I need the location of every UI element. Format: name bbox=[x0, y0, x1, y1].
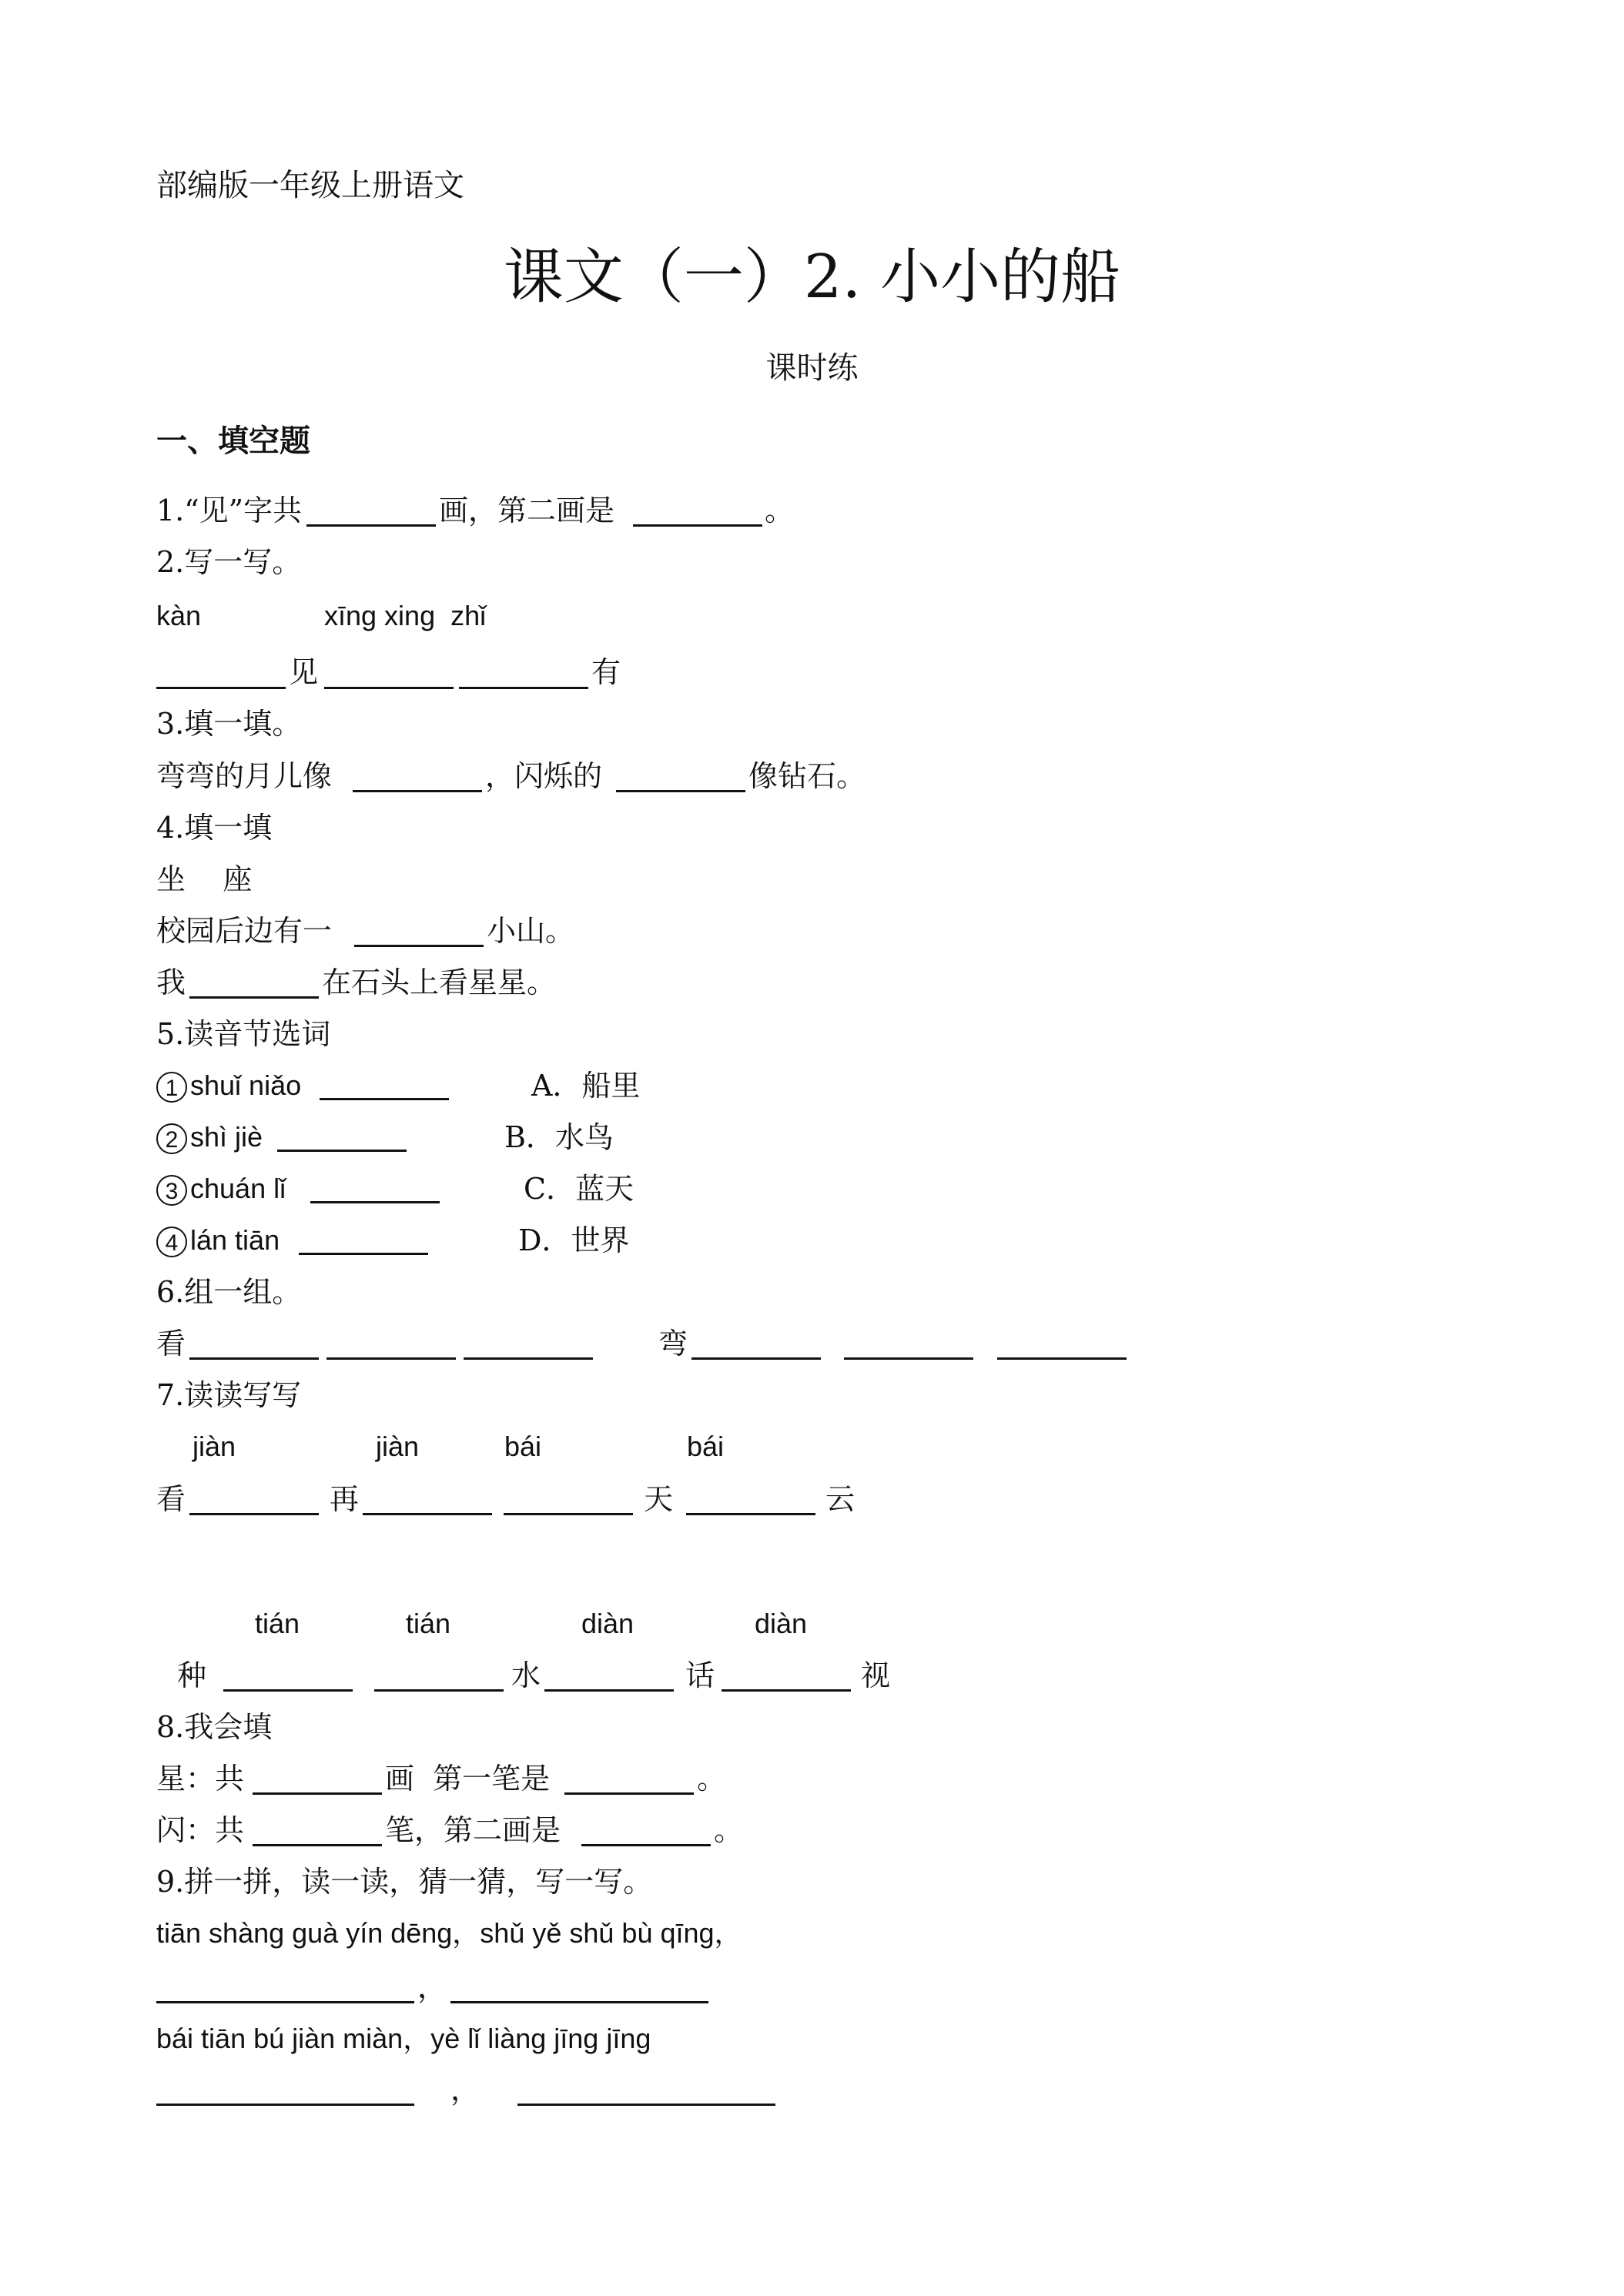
q7-row2-blank-2[interactable] bbox=[374, 1689, 504, 1692]
q7-row1-blank-1[interactable] bbox=[189, 1513, 319, 1515]
q7-row1-pinyin-3: bái bbox=[504, 1431, 542, 1462]
q7-row2-pinyin-4: diàn bbox=[755, 1608, 808, 1639]
q5-item-3 bbox=[156, 1171, 293, 1207]
q7-row1-char-4: 云 bbox=[825, 1482, 856, 1516]
q5-blank-3[interactable] bbox=[310, 1201, 440, 1203]
q2-blank-3[interactable] bbox=[459, 687, 588, 689]
q1-text-a: 1.“见”字共 bbox=[156, 494, 303, 527]
q6-heading: 6.组一组。 bbox=[156, 1275, 302, 1309]
q9-blank-3[interactable] bbox=[156, 2104, 414, 2106]
q5-heading: 5.读音节选词 bbox=[156, 1017, 331, 1051]
q8-blank-4[interactable] bbox=[581, 1844, 711, 1846]
q6-blank-3[interactable] bbox=[464, 1357, 593, 1360]
q4-blank-1[interactable] bbox=[354, 945, 484, 947]
q6-blank-2[interactable] bbox=[326, 1357, 456, 1360]
q7-row1-blank-2[interactable] bbox=[363, 1513, 492, 1515]
q7-row2-blank-3[interactable] bbox=[544, 1689, 674, 1692]
q2-blank-2[interactable] bbox=[324, 687, 454, 689]
page-title: 课文（一）2. 小小的船 bbox=[503, 243, 1121, 312]
q3-heading: 3.填一填。 bbox=[156, 707, 302, 741]
q6-blank-4[interactable] bbox=[691, 1357, 821, 1360]
q7-row1-blank-4[interactable] bbox=[686, 1513, 815, 1515]
q5-item-2 bbox=[156, 1120, 263, 1155]
q9-riddle-line1-pinyin: tiān shàng guà yín dēng，shǔ yě shǔ bù qīng， bbox=[156, 1917, 742, 1949]
q7-heading: 7.读读写写 bbox=[156, 1378, 302, 1412]
q5-item-2-pinyin: shì jiè bbox=[190, 1121, 263, 1153]
q3-text-b: ，闪烁的 bbox=[485, 759, 603, 793]
q9-riddle-line2-pinyin: bái tiān bú jiàn miàn，yè lǐ liàng jīng jīng bbox=[156, 2023, 651, 2054]
q5-item-3-number: 3 bbox=[156, 1175, 187, 1206]
grade-subject-line: 部编版一年级上册语文 bbox=[156, 168, 464, 203]
q9-comma-2: ， bbox=[450, 2073, 481, 2107]
q7-row2-char-2: 水 bbox=[511, 1658, 541, 1692]
q9-comma-1: ， bbox=[417, 1970, 447, 2004]
q5-item-1 bbox=[156, 1068, 301, 1103]
section-heading-fill-blanks: 一、填空题 bbox=[156, 423, 310, 459]
q7-row2-char-3: 话 bbox=[685, 1658, 715, 1692]
q4-heading: 4.填一填 bbox=[156, 811, 273, 845]
q7-row2-char-1: 种 bbox=[177, 1658, 207, 1692]
q7-row1-blank-3[interactable] bbox=[504, 1513, 633, 1515]
q7-row2-blank-1[interactable] bbox=[223, 1689, 353, 1692]
q5-option-c: C．蓝天 bbox=[524, 1172, 635, 1206]
q7-row2-pinyin-2: tián bbox=[406, 1608, 451, 1639]
q5-option-d: D．世界 bbox=[518, 1223, 630, 1257]
q3-blank-2[interactable] bbox=[616, 790, 745, 792]
q7-row2-pinyin-1: tián bbox=[255, 1608, 300, 1639]
q2-heading: 2.写一写。 bbox=[156, 545, 302, 579]
q8-blank-1[interactable] bbox=[253, 1792, 382, 1795]
q7-row1-char-1: 看 bbox=[156, 1482, 186, 1516]
q1-text-b: 画，第二画是 bbox=[439, 494, 615, 527]
q6-char-kan: 看 bbox=[156, 1327, 186, 1361]
q8-blank-3[interactable] bbox=[253, 1844, 382, 1846]
q4-blank-2[interactable] bbox=[189, 996, 319, 999]
q5-option-a: A．船里 bbox=[531, 1069, 641, 1103]
q9-blank-1[interactable] bbox=[156, 2001, 414, 2003]
q5-option-b: B．水鸟 bbox=[504, 1120, 614, 1154]
q7-row2-blank-4[interactable] bbox=[722, 1689, 851, 1692]
q8-line1-text-b: 画 第一笔是 bbox=[385, 1762, 551, 1796]
q9-blank-2[interactable] bbox=[450, 2001, 708, 2003]
q5-item-4-number: 4 bbox=[156, 1227, 187, 1257]
q5-item-4-pinyin: lán tiān bbox=[190, 1224, 280, 1256]
q4-line2-text-b: 在石头上看星星。 bbox=[322, 966, 557, 999]
q7-row1-char-2: 再 bbox=[330, 1482, 360, 1516]
q4-line1-text-a: 校园后边有一 bbox=[156, 914, 333, 948]
q5-item-1-number: 1 bbox=[156, 1072, 187, 1103]
q1-blank-2[interactable] bbox=[633, 524, 762, 527]
q9-blank-4[interactable] bbox=[517, 2104, 775, 2106]
q5-item-1-pinyin: shuǐ niǎo bbox=[190, 1069, 302, 1101]
q4-line1-text-b: 小山。 bbox=[487, 914, 575, 948]
q6-blank-1[interactable] bbox=[189, 1357, 319, 1360]
q7-row1-char-3: 天 bbox=[644, 1482, 674, 1516]
q3-text-a: 弯弯的月儿像 bbox=[156, 759, 333, 793]
q6-char-wan: 弯 bbox=[658, 1327, 688, 1361]
q8-blank-2[interactable] bbox=[564, 1792, 694, 1795]
q7-row2-pinyin-3: diàn bbox=[581, 1608, 635, 1639]
q8-line2-text-a: 闪：共 bbox=[156, 1813, 245, 1847]
q5-blank-4[interactable] bbox=[299, 1253, 428, 1255]
q2-char-jian: 见 bbox=[289, 655, 319, 689]
q8-heading: 8.我会填 bbox=[156, 1710, 273, 1744]
q7-row2-char-4: 视 bbox=[861, 1658, 891, 1692]
q9-heading: 9.拼一拼，读一读，猜一猜，写一写。 bbox=[156, 1865, 653, 1899]
q2-pinyin-xingxing-zhi: xīng xing zhǐ bbox=[324, 600, 487, 631]
q5-item-4 bbox=[156, 1223, 280, 1258]
q2-blank-1[interactable] bbox=[156, 687, 286, 689]
q8-line2-text-c: 。 bbox=[714, 1813, 744, 1847]
q1-blank-1[interactable] bbox=[306, 524, 436, 527]
q3-text-c: 像钻石。 bbox=[748, 759, 866, 793]
q4-line2-text-a: 我 bbox=[156, 966, 186, 999]
q1-text-c: 。 bbox=[765, 494, 795, 527]
q8-line1-text-a: 星：共 bbox=[156, 1762, 245, 1796]
q5-blank-2[interactable] bbox=[277, 1150, 407, 1152]
q6-blank-6[interactable] bbox=[997, 1357, 1127, 1360]
q5-item-3-pinyin: chuán lǐ bbox=[190, 1173, 294, 1204]
q5-item-2-number: 2 bbox=[156, 1123, 187, 1154]
q4-options: 坐 座 bbox=[156, 862, 253, 896]
q2-char-you: 有 bbox=[591, 655, 621, 689]
q8-line2-text-b: 笔，第二画是 bbox=[385, 1813, 561, 1847]
q7-row1-pinyin-4: bái bbox=[687, 1431, 725, 1462]
q8-line1-text-c: 。 bbox=[697, 1762, 727, 1796]
q7-row1-pinyin-2: jiàn bbox=[376, 1431, 420, 1462]
page-subtitle: 课时练 bbox=[765, 350, 859, 386]
q7-row1-pinyin-1: jiàn bbox=[193, 1431, 236, 1462]
q6-blank-5[interactable] bbox=[844, 1357, 973, 1360]
q2-pinyin-kan: kàn bbox=[156, 600, 202, 631]
q5-blank-1[interactable] bbox=[320, 1098, 449, 1100]
q3-blank-1[interactable] bbox=[353, 790, 482, 792]
